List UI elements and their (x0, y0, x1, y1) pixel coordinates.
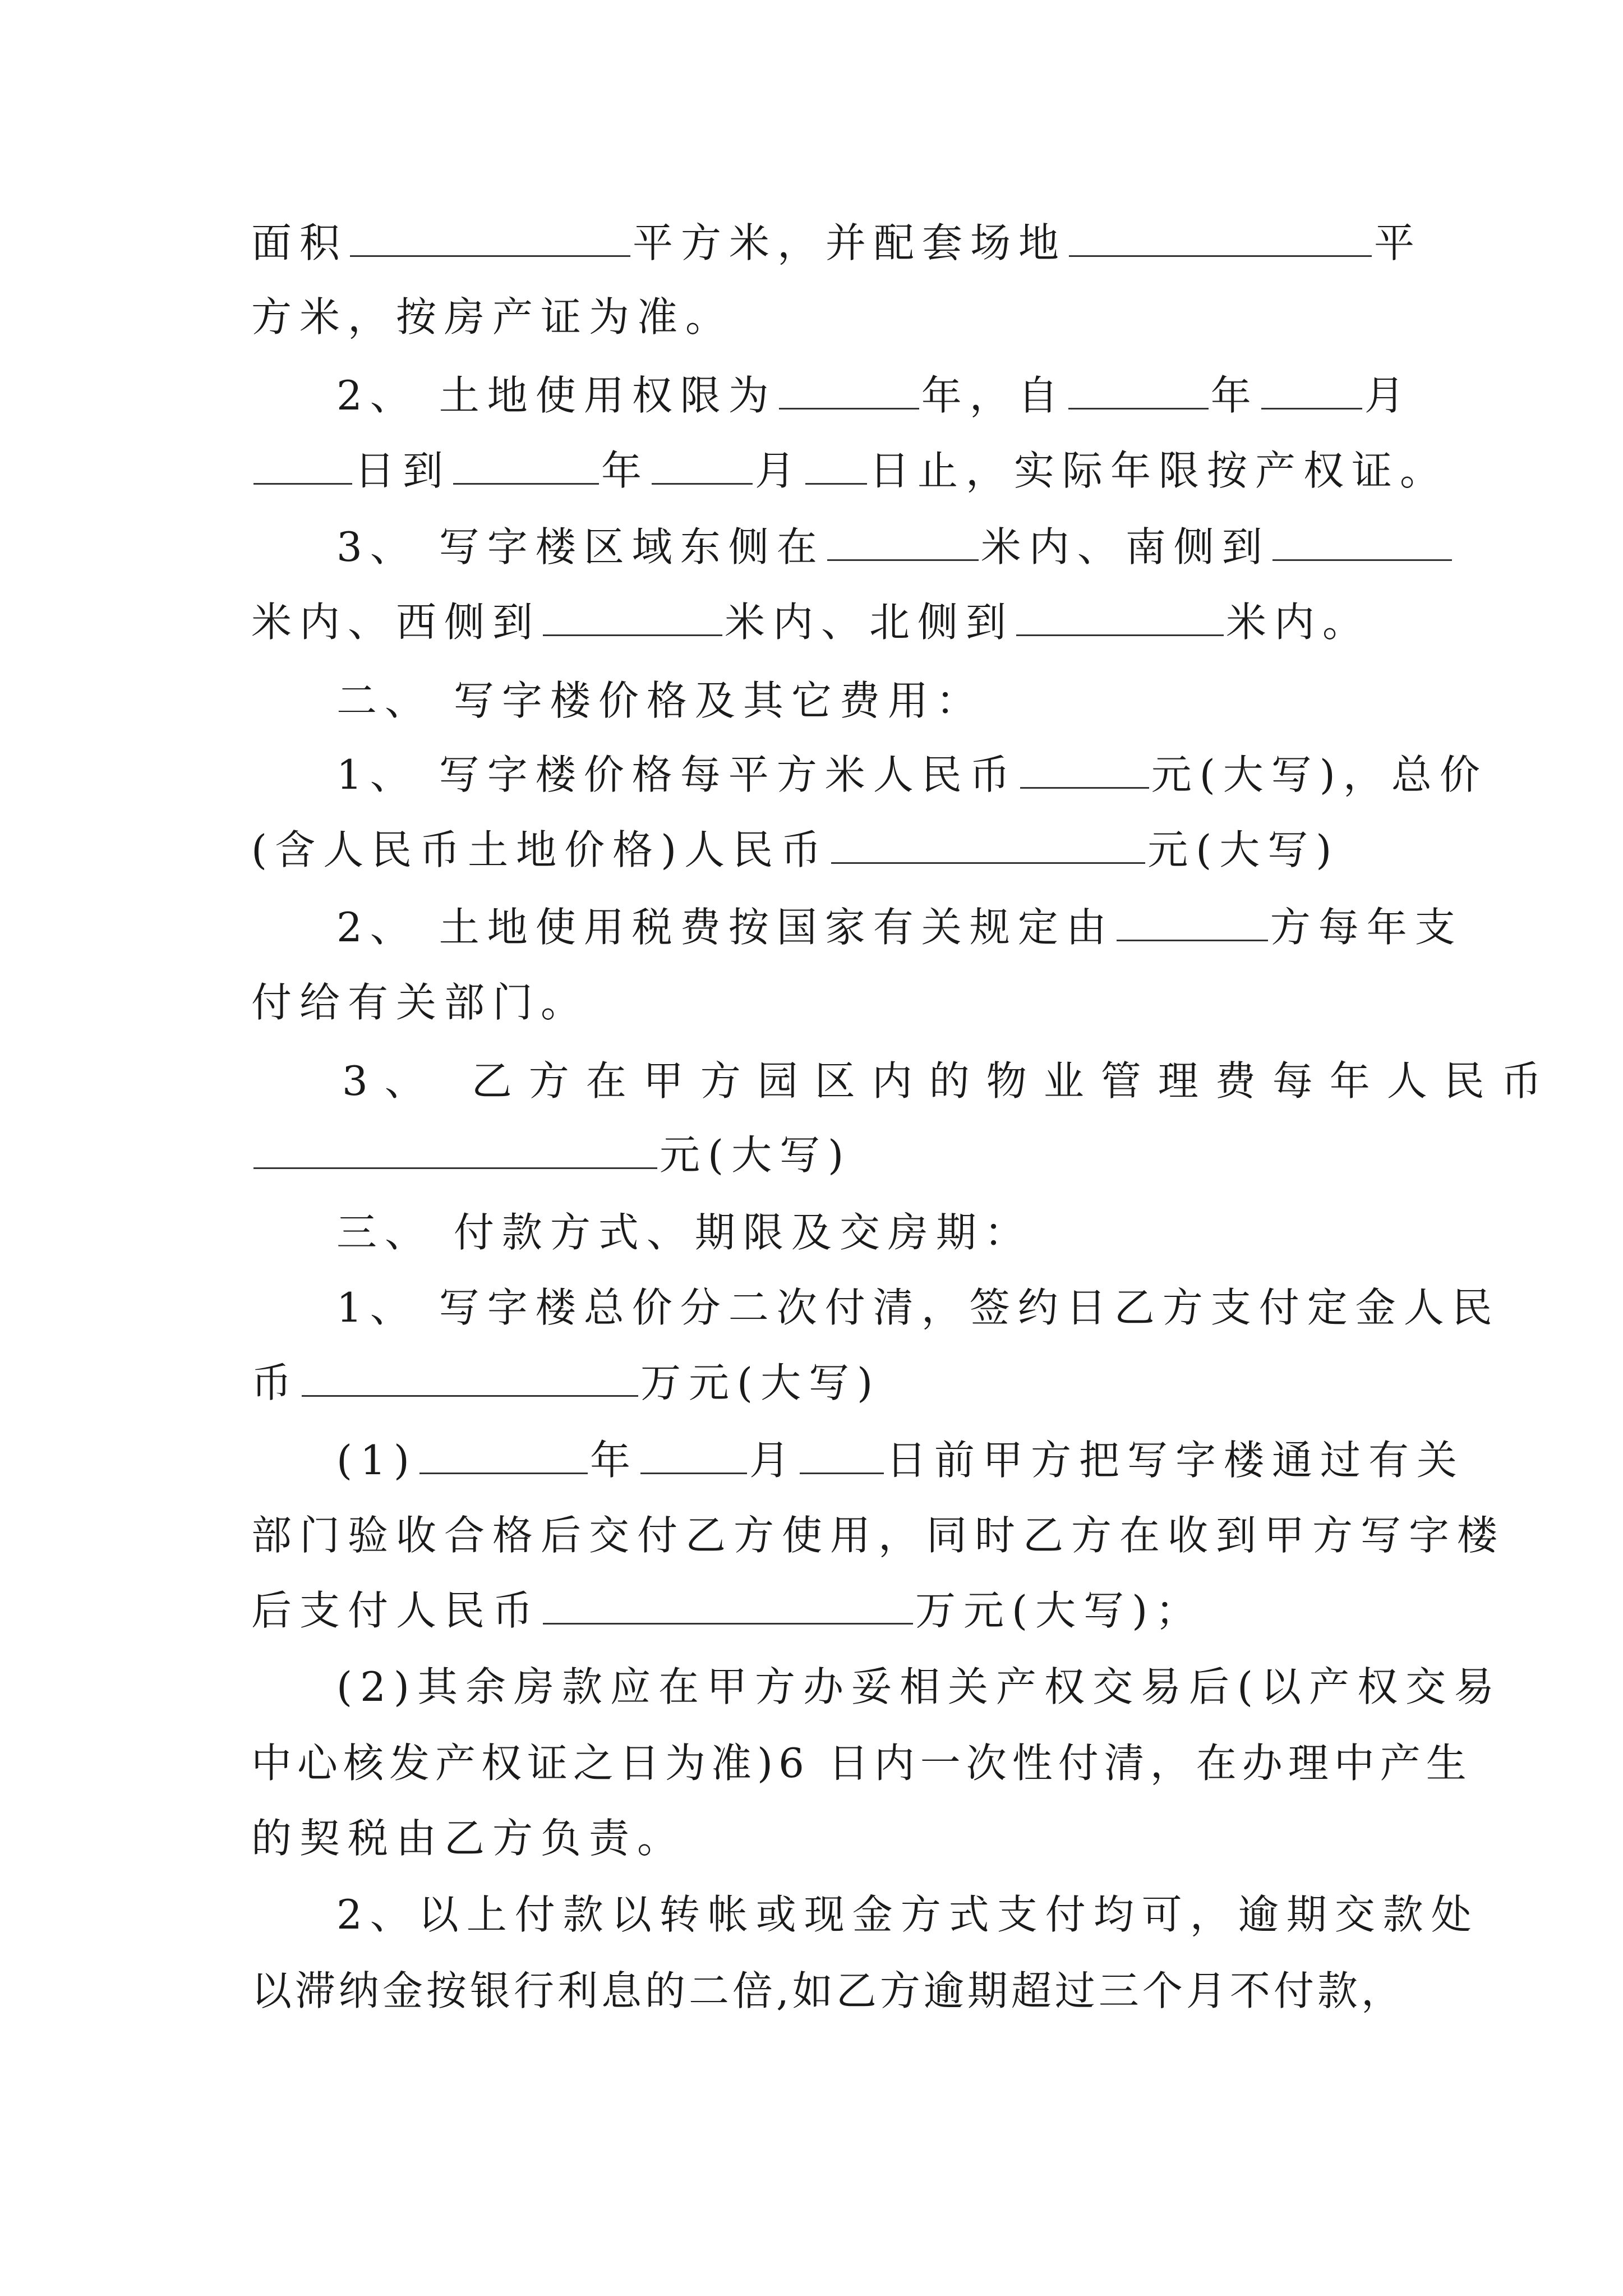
text-line (336, 1884, 1623, 1945)
text-run: 1、 写字楼总价分二次付清，签约日乙方支付定金人民 (336, 1284, 1500, 1331)
fill-blank (543, 594, 722, 636)
text-run: 米内、南侧到 (980, 523, 1270, 570)
section-heading (336, 670, 1623, 731)
text-run: 月 (749, 1437, 798, 1484)
fill-blank (827, 519, 979, 561)
text-run: 三、 付款方式、期限及交房期： (336, 1209, 1032, 1256)
fill-blank (453, 443, 599, 485)
text-line (336, 365, 1623, 426)
fill-blank (800, 1432, 884, 1474)
text-line (251, 1960, 1623, 2022)
text-line (336, 744, 1623, 806)
text-run: 米内。 (1226, 599, 1371, 646)
text-run: 米内、西侧到 (251, 599, 541, 646)
text-run: 日前甲方把写字楼通过有关 (886, 1437, 1465, 1484)
fill-blank (253, 1127, 657, 1169)
text-line (251, 819, 1623, 881)
text-line (336, 896, 1623, 958)
text-run: 元(大写) (1147, 826, 1340, 873)
text-run: 面积 (251, 219, 348, 266)
text-run: 二、 写字楼价格及其它费用： (336, 677, 984, 724)
fill-blank (1069, 215, 1372, 257)
text-line (251, 1732, 1623, 1794)
text-run: 的契税由乙方负责。 (251, 1815, 686, 1862)
text-run: 平 (1374, 219, 1423, 266)
fill-blank (350, 215, 630, 257)
text-run: 年 (1210, 372, 1259, 419)
fill-blank (640, 1432, 747, 1474)
text-line (251, 1807, 1623, 1869)
text-line (251, 1352, 1623, 1414)
text-line (336, 1429, 1623, 1491)
text-line (342, 1050, 1623, 1112)
text-run: 米内、北侧到 (725, 599, 1015, 646)
text-run: 日到 (354, 447, 451, 494)
text-run: 3、 乙方在甲方园区内的物业管理费每年人民币 (342, 1057, 1559, 1105)
text-run: 付给有关部门。 (251, 979, 589, 1026)
text-run: 方每年支 (1270, 904, 1463, 951)
text-run: (2)其余房款应在甲方办妥相关产权交易后(以产权交易 (336, 1663, 1502, 1710)
text-run: 2、 土地使用权限为 (336, 372, 777, 419)
text-run: 2、 土地使用税费按国家有关规定由 (336, 904, 1114, 951)
fill-blank (1068, 367, 1209, 409)
fill-blank (1272, 519, 1452, 561)
text-run: 月 (1364, 372, 1413, 419)
fill-blank (805, 443, 867, 485)
text-run: 平方米，并配套场地 (633, 219, 1067, 266)
text-run: 方米，按房产证为准。 (251, 293, 734, 341)
fill-blank (302, 1355, 638, 1397)
text-run: 元(大写) (660, 1131, 852, 1179)
text-line (251, 286, 1623, 348)
text-line (336, 1656, 1623, 1718)
fill-blank (253, 443, 352, 485)
text-run: 以滞纳金按银行利息的二倍,如乙方逾期超过三个月不付款， (251, 1967, 1405, 2014)
text-run: (1) (336, 1437, 417, 1484)
text-line (251, 212, 1623, 274)
text-line (251, 1580, 1623, 1641)
text-run: 万元(大写)； (915, 1587, 1204, 1634)
text-run: 3、 写字楼区域东侧在 (336, 523, 825, 570)
text-line (251, 591, 1623, 653)
fill-blank (652, 443, 753, 485)
text-line (251, 1124, 1623, 1186)
text-run: 年 (590, 1437, 639, 1484)
fill-blank (1261, 367, 1362, 409)
section-heading (336, 1202, 1623, 1263)
text-run: 年 (601, 447, 650, 494)
text-run: 元(大写)，总价 (1151, 751, 1488, 798)
text-run: 后支付人民币 (251, 1587, 541, 1634)
text-run: 1、 写字楼价格每平方米人民币 (336, 751, 1018, 798)
text-run: 万元(大写) (640, 1359, 881, 1406)
text-line (336, 1277, 1623, 1338)
text-line (251, 440, 1623, 501)
fill-blank (831, 822, 1145, 864)
text-line (251, 972, 1623, 1033)
text-run: 年，自 (921, 372, 1066, 419)
fill-blank (1117, 899, 1268, 941)
fill-blank (543, 1582, 913, 1625)
fill-blank (419, 1432, 588, 1474)
text-run: 日止，实际年限按产权证。 (869, 447, 1449, 494)
text-run: 2、以上付款以转帐或现金方式支付均可，逾期交款处 (336, 1891, 1479, 1938)
text-run: 中心核发产权证之日为准)6 日内一次性付清，在办理中产生 (251, 1740, 1472, 1787)
fill-blank (1016, 594, 1224, 636)
text-run: 币 (251, 1359, 300, 1406)
fill-blank (779, 367, 919, 409)
text-run: 部门验收合格后交付乙方使用，同时乙方在收到甲方写字楼 (251, 1512, 1506, 1559)
fill-blank (1020, 747, 1149, 789)
text-line (251, 1504, 1623, 1566)
text-line (336, 516, 1623, 578)
text-run: 月 (755, 447, 804, 494)
text-run: (含人民币土地价格)人民币 (251, 826, 829, 873)
